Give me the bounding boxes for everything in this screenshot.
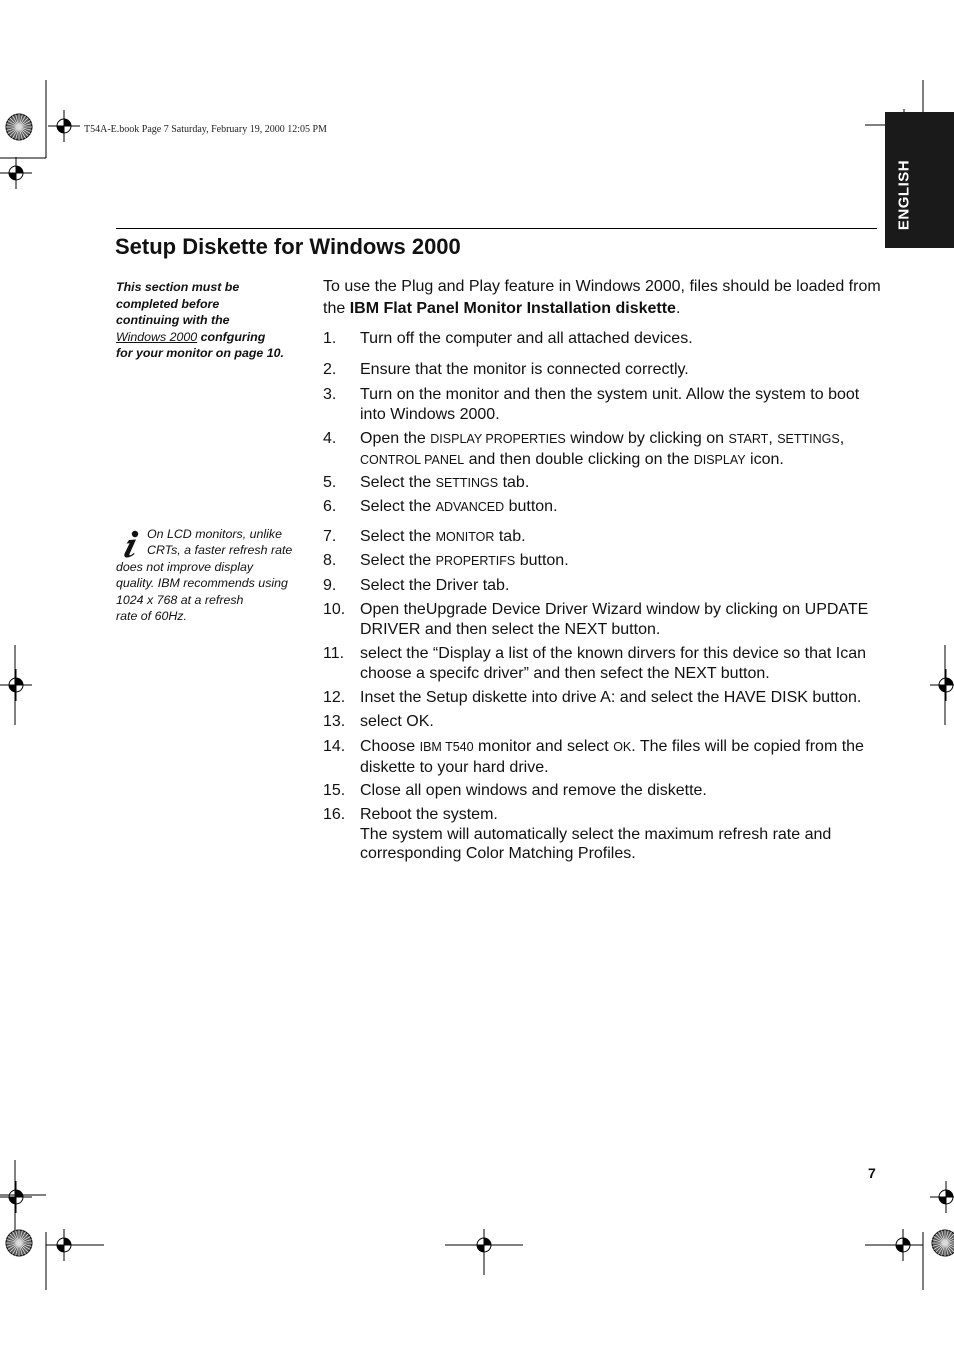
side-note: This section must be completed before continuing with the Windows 2000 confguring for your monitor on page 10. (116, 280, 284, 361)
registration-target (48, 1229, 80, 1261)
registration-target (0, 157, 32, 189)
registration-target (930, 669, 954, 701)
language-tab-label: ENGLISH (895, 159, 913, 231)
cross-reference-link[interactable]: Windows 2000 (116, 329, 198, 344)
registration-target (887, 1229, 919, 1261)
page-title: Setup Diskette for Windows 2000 (115, 234, 461, 259)
registration-target (48, 110, 80, 142)
diskette-name: IBM Flat Panel Monitor Installation diskette (349, 299, 676, 317)
registration-starburst (6, 1230, 32, 1256)
monitor-model-term: IBM T540 (419, 740, 474, 754)
intro-paragraph: To use the Plug and Play feature in Windows 2000, files should be loaded from the IBM Flat Panel Monitor Installation diskette. (323, 278, 881, 317)
monitor-tab-term: MONITOR (435, 530, 495, 544)
title-rule (116, 228, 877, 229)
registration-target (930, 1181, 954, 1213)
registration-target (468, 1229, 500, 1261)
page-number: 7 (868, 1165, 876, 1181)
info-note: On LCD monitors, unlike CRTs, a faster refresh rate does not improve display quality. IBM recommends using 1024 x 768 at a refresh rate of 60Hz. (116, 527, 293, 624)
start-ui-term: START (728, 432, 769, 446)
registration-starburst (6, 114, 32, 140)
registration-starburst (932, 1230, 954, 1256)
language-side-tab (885, 112, 954, 248)
settings-ui-term: SETTINGS (777, 432, 840, 446)
control-panel-ui-term: CONTROL PANEL (360, 452, 465, 467)
registration-target (0, 669, 32, 701)
print-header-metadata: T54A-E.book Page 7 Saturday, February 19, 2000 12:05 PM (84, 124, 327, 135)
registration-target (0, 1181, 32, 1213)
display-properties-ui-term: DISPLAY PROPERTIES (430, 432, 566, 446)
properties-button-term: PROPERTIFS (435, 554, 516, 568)
ok-term: OK (613, 740, 632, 754)
info-icon (116, 529, 142, 559)
advanced-button-term: ADVANCED (435, 500, 505, 514)
settings-tab-term: SETTINGS (435, 476, 499, 490)
display-ui-term: DISPLAY (693, 452, 746, 467)
